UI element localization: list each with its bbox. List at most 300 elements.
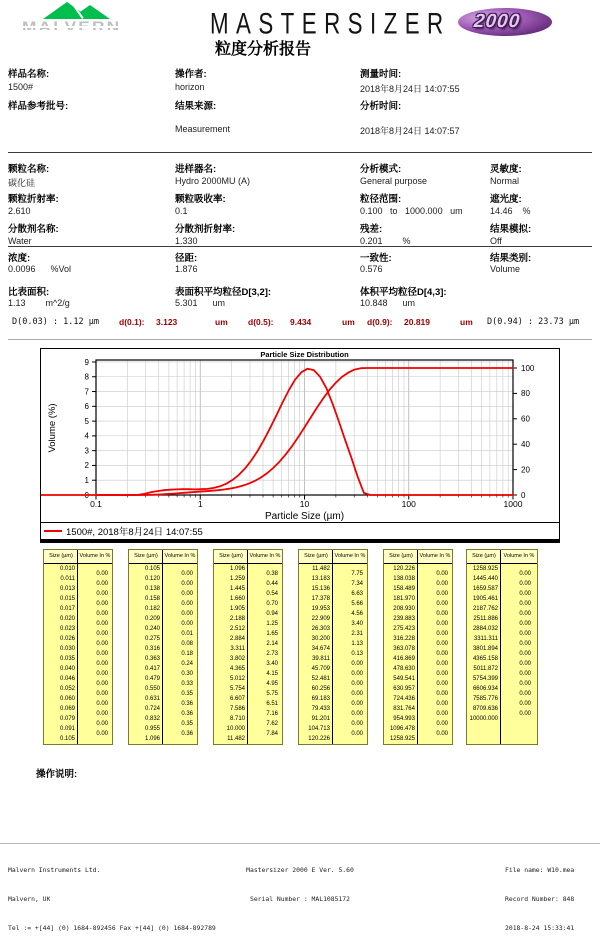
volume-cell: 0.00	[519, 700, 531, 707]
size-cell: 19.953	[311, 605, 330, 612]
volume-cell: 0.00	[519, 640, 531, 647]
table-header	[299, 550, 367, 564]
volume-cell: 0.00	[96, 580, 108, 587]
volume-cell: 0.00	[519, 690, 531, 697]
d-value-red: um	[342, 317, 355, 327]
size-cell: 831.764	[393, 705, 415, 712]
column-divider	[417, 550, 418, 744]
legend-line-sample	[44, 530, 62, 532]
size-cell: 1096.478	[389, 725, 415, 732]
left-tick-label: 7	[84, 387, 89, 397]
field-label: 比表面积:	[8, 287, 50, 298]
section-divider	[8, 152, 592, 153]
volume-cell: 7.16	[266, 710, 278, 717]
column-divider	[332, 550, 333, 744]
logo-stripe	[20, 26, 134, 28]
size-cell: 5011.872	[473, 665, 498, 672]
size-cell: 2187.762	[472, 605, 498, 612]
field-label: 颗粒名称:	[8, 164, 50, 175]
size-cell: 2.512	[229, 625, 245, 632]
size-column-header: Size (µm)	[219, 553, 243, 559]
size-cell: 0.023	[59, 625, 75, 632]
field-label: 样品名称:	[8, 69, 50, 80]
d-value: D(0.03) : 1.12 μm	[12, 317, 99, 327]
size-cell: 0.550	[144, 685, 160, 692]
volume-cell: 0.00	[519, 590, 531, 597]
left-tick-label: 1	[84, 476, 89, 486]
volume-cell: 1.65	[266, 630, 278, 637]
size-cell: 0.631	[144, 695, 160, 702]
volume-cell: 0.00	[436, 640, 448, 647]
volume-cell: 0.35	[181, 690, 193, 697]
field-value: Off	[490, 235, 502, 246]
d-value-red: d(0.9):	[367, 317, 393, 327]
d-value-red: um	[215, 317, 228, 327]
volume-cell: 0.33	[181, 680, 193, 687]
footer-file-info	[505, 847, 574, 943]
field-label: 表面积平均粒径D[3,2]:	[175, 287, 272, 298]
field-value: 2018年8月24日 14:07:57	[360, 126, 460, 136]
size-cell: 11.482	[312, 565, 330, 572]
size-cell: 363.078	[393, 645, 415, 652]
table-body	[384, 564, 452, 744]
size-volume-table	[43, 549, 113, 745]
left-tick-label: 9	[84, 357, 89, 367]
size-cell: 120.226	[393, 565, 415, 572]
size-cell: 181.970	[393, 595, 415, 602]
volume-cell: 0.00	[96, 670, 108, 677]
volume-cell: 0.44	[266, 580, 278, 587]
size-cell: 10000.000	[469, 715, 498, 722]
size-cell: 0.040	[59, 665, 75, 672]
volume-cell: 0.00	[519, 600, 531, 607]
field-value	[8, 124, 175, 140]
size-cell: 1.096	[144, 735, 160, 742]
operation-notes-label: 操作说明:	[36, 769, 78, 780]
size-cell: 60.256	[311, 685, 330, 692]
volume-cell: 0.00	[436, 600, 448, 607]
volume-cell: 0.24	[181, 660, 193, 667]
field-label: 径距:	[175, 253, 198, 264]
volume-cell: 0.00	[351, 690, 363, 697]
size-cell: 158.489	[393, 585, 415, 592]
volume-cell: 0.00	[96, 590, 108, 597]
volume-cell: 0.00	[96, 640, 108, 647]
volume-cell: 0.00	[436, 570, 448, 577]
size-cell: 0.069	[59, 705, 75, 712]
field-value: 2018年8月24日 14:07:55	[360, 84, 460, 94]
field-value: 1.13 m^2/g	[8, 298, 70, 308]
sample-info-section	[0, 66, 600, 140]
volume-cell: 0.00	[351, 670, 363, 677]
size-cell: 0.010	[59, 565, 75, 572]
size-cell: 5.754	[229, 685, 245, 692]
size-cell: 478.630	[393, 665, 415, 672]
field-value: 5.301 um	[175, 298, 226, 308]
size-cell: 0.240	[144, 625, 160, 632]
table-header	[467, 550, 537, 564]
field-label: 测量时间:	[360, 69, 402, 80]
left-tick-label: 4	[84, 431, 89, 441]
volume-cell: 0.00	[96, 710, 108, 717]
volume-cell: 0.00	[96, 620, 108, 627]
field-label: 结果模拟:	[490, 224, 532, 235]
size-cell: 6606.934	[472, 685, 498, 692]
size-cell: 7.586	[229, 705, 245, 712]
volume-cell: 0.00	[519, 610, 531, 617]
volume-cell: 0.00	[519, 710, 531, 717]
d-value-red: d(0.1):	[119, 317, 145, 327]
size-cell: 239.883	[393, 615, 415, 622]
footer-software-info	[180, 847, 420, 914]
field-label: 残差:	[360, 224, 383, 235]
right-tick-label: 60	[521, 414, 530, 424]
field-value: Normal	[490, 175, 520, 186]
field-value: 0.576	[360, 264, 383, 274]
size-cell: 6.607	[229, 695, 245, 702]
field-value: Water	[8, 235, 32, 246]
product-title: MASTERSIZER	[210, 8, 451, 41]
footer-divider	[0, 843, 600, 844]
size-cell: 69.183	[311, 695, 330, 702]
x-tick-label: 0.1	[90, 499, 102, 509]
size-cell: 316.228	[393, 635, 415, 642]
size-cell: 8.710	[229, 715, 245, 722]
volume-cell: 0.00	[181, 590, 193, 597]
size-cell: 0.052	[59, 685, 75, 692]
volume-cell: 1.13	[351, 640, 363, 647]
size-cell: 0.060	[59, 695, 75, 702]
volume-cell: 0.00	[351, 720, 363, 727]
volume-cell: 7.34	[351, 580, 363, 587]
volume-cell: 5.66	[351, 600, 363, 607]
volume-cell: 0.00	[351, 700, 363, 707]
size-cell: 630.957	[393, 685, 415, 692]
table-body	[467, 564, 537, 744]
footer-line: File name: W10.mea	[505, 866, 575, 875]
size-cell: 0.105	[144, 565, 160, 572]
volume-cell: 0.00	[96, 650, 108, 657]
field-value: 1.876	[175, 264, 198, 274]
left-tick-label: 3	[84, 446, 89, 456]
volume-cell: 0.54	[266, 590, 278, 597]
left-tick-label: 5	[84, 416, 89, 426]
volume-column-header: Volume In %	[419, 553, 451, 559]
size-column-header: Size (µm)	[389, 553, 413, 559]
volume-cell: 0.08	[181, 640, 193, 647]
size-cell: 7585.776	[472, 695, 498, 702]
field-value: horizon	[175, 82, 205, 92]
volume-cell: 1.25	[266, 620, 278, 627]
volume-cell: 0.00	[96, 730, 108, 737]
size-cell: 0.091	[59, 725, 75, 732]
size-cell: 0.316	[144, 645, 160, 652]
size-cell: 1258.925	[389, 735, 415, 742]
field-label: 灵敏度:	[490, 164, 522, 175]
volume-cell: 0.35	[181, 720, 193, 727]
volume-cell: 0.00	[351, 730, 363, 737]
measurement-params-section	[0, 161, 600, 251]
field-value: Volume	[490, 264, 521, 274]
volume-cell: 0.00	[96, 630, 108, 637]
volume-cell: 7.75	[351, 570, 363, 577]
size-volume-tables	[0, 549, 600, 749]
size-cell: 120.226	[308, 735, 330, 742]
table-body	[299, 564, 367, 744]
volume-cell: 0.00	[436, 620, 448, 627]
size-cell: 1445.440	[472, 575, 498, 582]
size-cell: 1.905	[229, 605, 245, 612]
footer-line: Mastersizer 2000 E Ver. 5.60	[246, 866, 354, 875]
x-tick-label: 1	[197, 499, 203, 509]
volume-cell: 3.40	[351, 620, 363, 627]
field-label: 操作者:	[175, 69, 207, 80]
size-volume-table	[213, 549, 283, 745]
volume-cell: 0.00	[519, 630, 531, 637]
volume-cell: 0.00	[519, 650, 531, 657]
volume-cell: 0.00	[519, 660, 531, 667]
right-tick-label: 100	[521, 363, 535, 373]
volume-cell: 0.00	[181, 570, 193, 577]
size-cell: 22.909	[311, 615, 330, 622]
volume-cell: 0.00	[181, 620, 193, 627]
size-column-header: Size (µm)	[304, 553, 328, 559]
column-divider	[500, 550, 501, 744]
size-cell: 138.038	[393, 575, 415, 582]
d-value-red: 20.819	[404, 317, 430, 327]
size-cell: 0.026	[59, 635, 75, 642]
volume-cell: 0.00	[96, 690, 108, 697]
size-cell: 30.200	[311, 635, 330, 642]
size-cell: 416.869	[393, 655, 415, 662]
cumulative-curve	[41, 368, 513, 495]
right-tick-label: 80	[521, 389, 530, 399]
volume-cell: 0.94	[266, 610, 278, 617]
left-tick-label: 6	[84, 402, 89, 412]
size-cell: 0.079	[59, 715, 75, 722]
volume-cell: 0.00	[351, 660, 363, 667]
size-cell: 0.120	[144, 575, 160, 582]
field-value: 0.201 %	[360, 235, 411, 246]
size-cell: 1.660	[229, 595, 245, 602]
size-cell: 45.709	[311, 665, 330, 672]
result-summary-section	[0, 250, 600, 313]
size-cell: 15.136	[311, 585, 330, 592]
size-cell: 3311.311	[473, 635, 498, 642]
footer-line: Malvern, UK	[8, 894, 51, 903]
d-value-red: 3.123	[156, 317, 178, 327]
table-header	[129, 550, 197, 564]
volume-cell: 3.40	[266, 660, 278, 667]
size-cell: 5.012	[229, 675, 245, 682]
volume-cell: 0.00	[96, 720, 108, 727]
volume-cell: 2.14	[266, 640, 278, 647]
size-column-header: Size (µm)	[472, 553, 496, 559]
d-value: D(0.94) : 23.73 μm	[487, 317, 580, 327]
volume-cell: 0.00	[96, 610, 108, 617]
size-cell: 0.030	[59, 645, 75, 652]
size-cell: 10.000	[226, 725, 245, 732]
size-cell: 0.017	[59, 605, 75, 612]
size-volume-table	[128, 549, 198, 745]
volume-cell: 0.00	[436, 720, 448, 727]
d-values-row	[0, 317, 600, 329]
column-divider	[247, 550, 248, 744]
volume-column-header: Volume In %	[503, 553, 535, 559]
left-tick-label: 8	[84, 372, 89, 382]
field-label: 分散剂名称:	[8, 224, 59, 235]
volume-cell: 0.00	[436, 670, 448, 677]
size-cell: 52.481	[311, 675, 330, 682]
size-cell: 39.811	[312, 655, 330, 662]
size-volume-table	[466, 549, 538, 745]
volume-cell: 5.75	[266, 690, 278, 697]
size-cell: 0.955	[144, 725, 160, 732]
volume-cell: 0.00	[181, 580, 193, 587]
size-cell: 13.183	[311, 575, 330, 582]
size-column-header: Size (µm)	[134, 553, 158, 559]
table-body	[214, 564, 282, 744]
volume-cell: 0.00	[436, 700, 448, 707]
size-cell: 34.674	[311, 645, 330, 652]
field-label: 进样器名:	[175, 164, 217, 175]
field-label: 一致性:	[360, 253, 392, 264]
volume-column-header: Volume In %	[164, 553, 196, 559]
chart-legend	[41, 522, 559, 539]
section-divider	[8, 339, 592, 340]
field-value: 0.1	[175, 205, 188, 216]
x-axis-label: Particle Size (µm)	[264, 511, 345, 522]
volume-cell: 0.36	[181, 700, 193, 707]
volume-cell: 0.00	[96, 700, 108, 707]
table-header	[384, 550, 452, 564]
volume-cell: 0.13	[351, 650, 363, 657]
volume-cell: 0.36	[181, 730, 193, 737]
volume-cell: 0.00	[96, 570, 108, 577]
volume-cell: 0.00	[436, 730, 448, 737]
field-value	[490, 298, 600, 313]
field-label: 浓度:	[8, 253, 31, 264]
right-tick-label: 40	[521, 440, 530, 449]
volume-cell: 0.00	[351, 710, 363, 717]
size-cell: 1905.461	[472, 595, 498, 602]
field-value: 1500#	[8, 82, 34, 92]
field-label: 结果来源:	[175, 101, 217, 112]
volume-cell: 0.00	[96, 600, 108, 607]
volume-cell: 0.01	[181, 630, 193, 637]
field-label: 样品参考批号:	[8, 101, 69, 112]
volume-cell: 0.00	[519, 580, 531, 587]
volume-cell: 0.00	[436, 630, 448, 637]
report-title: 粒度分析报告	[215, 41, 312, 58]
size-cell: 0.417	[144, 665, 160, 672]
size-cell: 549.541	[393, 675, 415, 682]
volume-cell: 2.73	[266, 650, 278, 657]
volume-cell: 0.00	[436, 710, 448, 717]
field-value: 2.610	[8, 205, 31, 216]
footer-line: Serial Number : MAL1085172	[249, 894, 351, 903]
particle-size-distribution-chart	[40, 348, 560, 543]
size-cell: 2511.886	[473, 615, 498, 622]
size-cell: 4.365	[229, 665, 245, 672]
left-tick-label: 2	[84, 461, 89, 471]
volume-cell: 0.36	[181, 710, 193, 717]
volume-cell: 0.00	[181, 600, 193, 607]
volume-cell: 6.63	[351, 590, 363, 597]
field-label: 体积平均粒径D[4,3]:	[360, 287, 447, 298]
footer-line: Record Number: 848	[505, 894, 575, 903]
x-tick-label: 100	[401, 499, 416, 509]
size-cell: 3.311	[230, 645, 245, 652]
table-body	[129, 564, 197, 744]
distribution-plot	[41, 349, 558, 525]
d-value-red: um	[460, 317, 473, 327]
volume-cell: 0.00	[181, 610, 193, 617]
size-cell: 3801.894	[472, 645, 498, 652]
field-label: 分散剂折射率:	[175, 224, 236, 235]
field-label: 分析模式:	[360, 164, 402, 175]
volume-cell: 0.00	[436, 690, 448, 697]
volume-cell: 6.51	[266, 700, 278, 707]
footer-line: 2018-8-24 15:33:41	[505, 923, 575, 932]
volume-cell: 7.62	[266, 720, 278, 727]
volume-cell: 4.15	[266, 670, 278, 677]
size-cell: 4365.158	[472, 655, 498, 662]
size-cell: 1.445	[229, 585, 245, 592]
size-cell: 3.802	[229, 655, 245, 662]
field-label: 颗粒吸收率:	[175, 194, 226, 205]
volume-cell: 0.18	[181, 650, 193, 657]
right-tick-label: 20	[521, 465, 530, 475]
volume-cell: 0.00	[436, 660, 448, 667]
field-label: 遮光度:	[490, 194, 522, 205]
volume-cell: 0.30	[181, 670, 193, 677]
size-cell: 104.713	[308, 725, 330, 732]
volume-cell: 0.70	[266, 600, 278, 607]
field-value: 0.100 to 1000.000 um	[360, 205, 463, 216]
volume-cell: 0.38	[266, 570, 278, 577]
size-cell: 5754.399	[472, 675, 498, 682]
footer-line: Tel := +[44] (0) 1684-892456 Fax +[44] (0) 1684-892789	[8, 923, 216, 932]
size-cell: 1659.587	[472, 585, 498, 592]
volume-cell: 0.00	[519, 680, 531, 687]
size-cell: 954.993	[393, 715, 415, 722]
size-cell: 2.884	[229, 635, 245, 642]
chart-title: Particle Size Distribution	[260, 350, 349, 359]
logo-stripe	[20, 30, 134, 32]
field-value: 0.0096 %Vol	[8, 264, 72, 274]
size-cell: 0.013	[59, 585, 75, 592]
field-value: 10.848 um	[360, 298, 416, 308]
size-cell: 0.015	[59, 595, 75, 602]
field-value: Hydro 2000MU (A)	[175, 175, 251, 186]
size-cell: 8709.636	[472, 705, 498, 712]
volume-cell: 2.31	[351, 630, 363, 637]
x-tick-label: 1000	[503, 499, 523, 509]
size-cell: 79.433	[311, 705, 330, 712]
volume-column-header: Volume In %	[249, 553, 281, 559]
y-axis-label: Volume (%)	[47, 403, 58, 453]
size-cell: 0.363	[144, 655, 160, 662]
field-label: 分析时间:	[360, 101, 402, 112]
size-cell: 0.479	[144, 675, 160, 682]
volume-cell: 4.56	[351, 610, 363, 617]
volume-cell: 0.00	[519, 670, 531, 677]
size-volume-table	[298, 549, 368, 745]
size-cell: 0.158	[144, 595, 160, 602]
table-header	[44, 550, 112, 564]
size-cell: 0.105	[59, 735, 75, 742]
